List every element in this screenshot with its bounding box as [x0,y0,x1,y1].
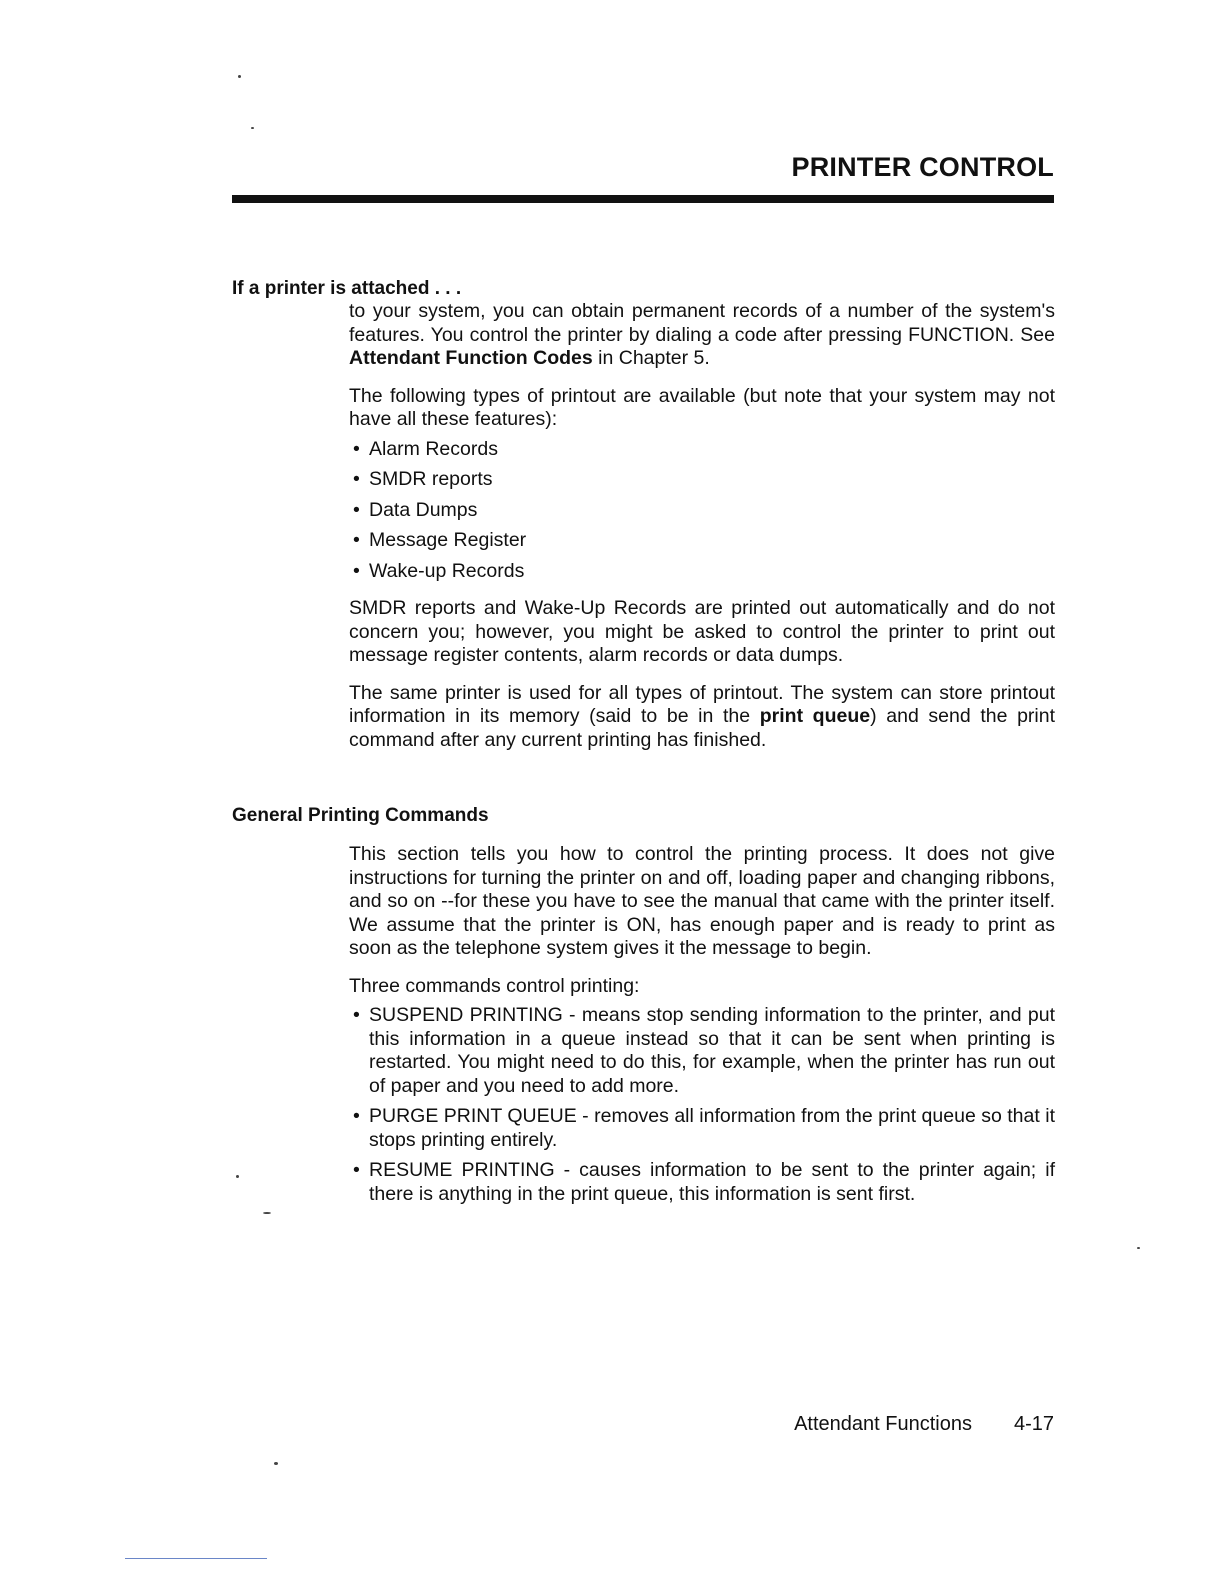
printout-types-paragraph: The following types of printout are available (but note that your system may not have all these features): [349,384,1055,430]
bullet-icon: • [353,468,360,490]
scan-line [125,1558,267,1559]
page-title: PRINTER CONTROL [791,152,1054,182]
function-codes-reference: Attendant Function Codes [349,347,593,369]
scan-speck [236,1175,239,1178]
printout-types-list [349,438,1055,584]
scan-speck [263,1212,271,1214]
section-printer-attached-body [349,300,1055,766]
page-footer [794,1413,1054,1436]
bullet-icon: • [353,1159,360,1181]
intro-text-end: in Chapter 5. [592,347,710,369]
list-item [349,468,1055,492]
printing-process-paragraph: This section tells you how to control the printing process. It does not give instructions for turning the printer on and off, loading paper and changing ribbons, and so on --for these you have to see the manual that came with the printer itself. We assume that the printer is ON, has enough paper and is ready to print as soon as the telephone system gives it the message to begin. [349,843,1055,959]
bullet-icon: • [353,529,360,551]
smdr-paragraph: SMDR reports and Wake-Up Records are printed out automatically and do not concern you; however, you might be asked to control the printer to print out message register contents, alarm records or data dumps. [349,597,1055,666]
command-text: RESUME PRINTING - causes information to be sent to the printer again; if there is anything in the print queue, this information is sent first. [369,1159,1055,1205]
section-general-commands-body [349,843,1055,1213]
bullet-icon: • [353,1004,360,1026]
scan-speck [274,1462,278,1465]
list-item-text: Wake-up Records [369,559,525,582]
print-queue-text-end: ) and send the print command after any current printing has finished. [349,705,1055,751]
scan-speck [251,127,254,129]
bullet-icon: • [353,1105,360,1127]
command-text: SUSPEND PRINTING - means stop sending information to the printer, and put this information in a queue instead so that it can be sent when printing is restarted. You might need to do this, for example, when the printer has run out of paper and you need to add more. [369,1004,1055,1097]
title-rule [232,195,1054,203]
list-item-text: SMDR reports [369,468,493,490]
section-heading-general-commands: General Printing Commands [232,805,489,826]
intro-paragraph [349,300,1055,371]
bullet-icon: • [353,559,360,582]
intro-text-start: to your system, you can obtain permanent records of a number of the system's features. You control the printer by dialing a code after pressing FUNCTION. See [349,300,1055,346]
command-item-purge [349,1105,1055,1152]
list-item [349,560,1055,584]
bullet-icon: • [353,437,360,460]
list-item [349,529,1055,553]
scan-speck [238,75,241,78]
section-heading-printer-attached: If a printer is attached . . . [232,278,462,299]
print-queue-text-start: The same printer is used for all types of printout. The system can store printout information in its memory (said to be in the [349,681,1055,727]
list-item-text: Message Register [369,529,527,551]
command-text: PURGE PRINT QUEUE - removes all information from the print queue so that it stops printing entirely. [369,1105,1055,1151]
scan-speck [1137,1247,1140,1249]
print-queue-paragraph [349,682,1055,753]
list-item [349,499,1055,523]
footer-chapter: Attendant Functions [794,1413,972,1435]
list-item [349,438,1055,462]
list-item-text: Data Dumps [369,498,478,521]
commands-list [349,1004,1055,1206]
commands-intro-paragraph: Three commands control printing: [349,974,640,997]
print-queue-term: print queue [759,705,871,727]
page-number: 4-17 [1013,1413,1054,1435]
command-item-resume [349,1159,1055,1206]
list-item-text: Alarm Records [369,437,498,460]
bullet-icon: • [353,498,360,521]
command-item-suspend [349,1004,1055,1098]
